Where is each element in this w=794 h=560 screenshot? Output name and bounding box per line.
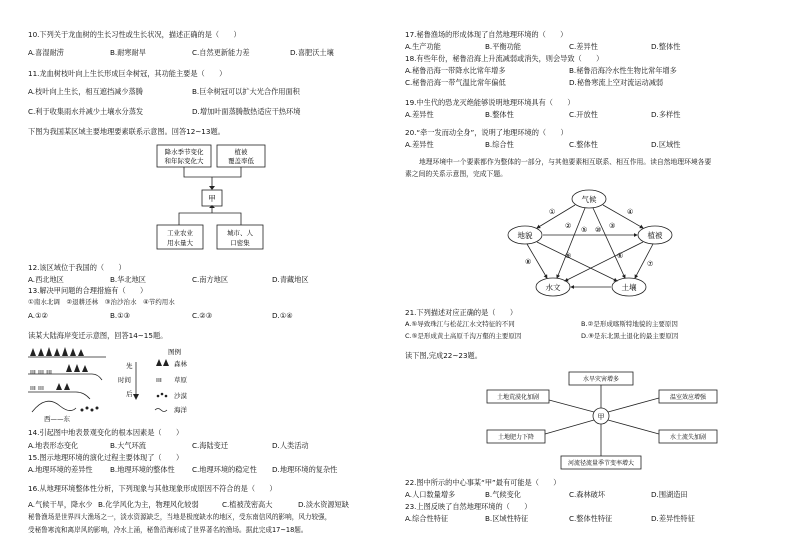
label-1: ① (549, 208, 556, 216)
direction-west-east: 西——东 (44, 415, 70, 422)
label-9: ⑨ (565, 252, 572, 260)
q21-stem: 21.下列描述对应正确的是（ ） (405, 308, 518, 317)
q10-option-c: C.自然更新能力差 (192, 48, 250, 57)
q16-option-b: B.化学风化为主，物理风化较弱 (98, 500, 199, 509)
q19-option-b: B.整体性 (485, 110, 514, 119)
label-4: ④ (627, 208, 634, 216)
label-8: ⑧ (525, 258, 532, 266)
arrow-label-later: 后 (126, 390, 133, 398)
q14-stem: 14.引起图中地表景观变化的根本因素是（ ） (28, 428, 184, 437)
q12-option-a: A.西北地区 (28, 275, 64, 284)
q20-option-b: B.综合性 (485, 140, 514, 149)
q11-option-c: C.利于收集雨水并减少土壤水分蒸发 (28, 107, 144, 116)
q14-option-c: C.海陆变迁 (192, 441, 229, 450)
node-soil: 土壤 (621, 283, 637, 292)
q17-option-a: A.生产功能 (405, 42, 441, 51)
q17-option-b: B.平衡功能 (485, 42, 521, 51)
q17-stem: 17.秘鲁渔场的形成体现了自然地理环境的（ ） (405, 30, 568, 39)
q12-stem: 12.该区域位于我国的（ ） (28, 263, 126, 272)
q16-option-d: D.淡水资源短缺 (298, 500, 349, 509)
q13-option-a: A.①② (28, 311, 48, 320)
q15-option-d: D.地理环境的复杂性 (272, 465, 338, 474)
q23-option-d: D.差异性特征 (651, 514, 695, 523)
intro-21-line2: 素之间的关系示意图，完成下题。 (405, 170, 507, 178)
q13-option-c: C.②③ (192, 311, 213, 320)
q12-option-c: C.南方地区 (192, 275, 229, 284)
q23-option-a: A.综合性特征 (405, 514, 449, 523)
q19-stem: 19.中生代的恐龙灭绝能够说明地理环境具有（ ） (405, 98, 575, 107)
q18-stem: 18.有些年份，秘鲁沿海上升流减弱或消失，则会导致（ ） (405, 54, 604, 63)
fig1-box3-line2: 用水量大 (167, 239, 193, 247)
grass-marks-row3: ııı ııı (30, 384, 44, 392)
fig1-box1-line2: 和年际变化大 (164, 157, 204, 165)
fig1-box3-line1: 工业农业 (167, 229, 193, 237)
q16-stem: 16.从地理环境整体性分析，下列现象与其他现象形成原因不符合的是（ ） (28, 484, 277, 493)
q14-option-b: B.大气环流 (110, 441, 146, 450)
figure-elements-relations (505, 186, 705, 298)
fig4-center-jia: 甲 (597, 413, 605, 421)
desert-dots (81, 407, 99, 412)
q22-option-c: C.森林破坏 (569, 490, 606, 499)
q21-option-c: C.⑤是形成黄土高原千沟万壑的主要原因 (405, 332, 522, 340)
fig1-box1-line1: 降水季节变化 (164, 148, 204, 156)
fig4-top: 水旱灾害增多 (582, 376, 620, 383)
q15-stem: 15.图示地理环境的演化过程主要体现了（ ） (28, 453, 184, 462)
q21-option-a: A.⑤导致珠江与松花江水文特征的不同 (405, 320, 515, 328)
q11-option-d: D.增加叶面蒸腾散热适应干热环境 (192, 107, 301, 116)
q23-option-b: B.区域性特征 (485, 514, 529, 523)
q18-option-b: B.秘鲁沿海冷水性生物比常年增多 (569, 66, 677, 75)
node-vegetation: 植被 (647, 231, 663, 240)
label-5: ⑤ (581, 226, 588, 234)
q12-option-d: D.青藏地区 (272, 275, 309, 284)
q12-option-b: B.华北地区 (110, 275, 146, 284)
q18-option-a: A.秘鲁沿海一带降水比常年增多 (405, 66, 506, 75)
fig1-box4-line2: 口密集 (230, 239, 250, 247)
fig1-box2-line1: 植被 (234, 148, 248, 156)
q21-option-b: B.②是形成喀斯特地貌的主要原因 (581, 320, 678, 328)
q22-option-a: A.人口数量增多 (405, 490, 456, 499)
svg-text:ııı: ııı (156, 376, 162, 384)
q20-option-c: C.整体性 (569, 140, 598, 149)
fig4-upper-left: 土地荒漠化加剧 (496, 394, 540, 401)
label-10: ⑩ (595, 226, 602, 234)
forest-row-top (30, 347, 84, 356)
fig1-center-jia: 甲 (208, 194, 216, 203)
q17-option-c: C.差异性 (569, 42, 598, 51)
intro-14-15: 读某大陆海岸变迁示意图，回答14~15题。 (28, 331, 168, 340)
forest-row-mid (66, 364, 88, 372)
intro-21-line1: 地理环境中一个要素都作为整体的一部分，与其他要素相互联系、相互作用。读自然地理环境各要 (419, 158, 712, 166)
q11-option-a: A.枝叶向上生长，相互遮挡减少蒸腾 (28, 87, 143, 96)
q18-option-d: D.秘鲁寒流上空对流运动减弱 (569, 78, 664, 87)
q13-stem: 13.解决甲问题的合理措施有（ ） (28, 286, 148, 295)
legend-ocean: 海洋 (174, 406, 187, 414)
q20-option-d: D.区域性 (651, 140, 681, 149)
q15-option-c: C.地理环境的稳定性 (192, 465, 257, 474)
fig4-lower-right: 水土流失加剧 (669, 434, 707, 441)
q10-option-a: A.喜湿耐涝 (28, 48, 64, 57)
passage-line2: 受秘鲁寒流和离岸风的影响，冷水上涌，秘鲁沿海形成了世界著名的渔场。据此完成17~18题。 (28, 526, 308, 534)
legend-grassland: 草原 (174, 376, 187, 384)
q23-stem: 23.上图反映了自然地理环境的（ ） (405, 502, 532, 511)
grass-marks-row2: ııı ııı ııı (30, 368, 52, 376)
arrow-label-first: 先 (126, 362, 133, 370)
q20-option-a: A.差异性 (405, 140, 434, 149)
q20-stem: 20.“牵一发而动全身”，说明了地理环境的（ ） (405, 128, 568, 137)
figure-region-elements (155, 143, 275, 255)
q16-option-c: C.植被茂密高大 (222, 500, 273, 509)
figure-central-event (483, 370, 723, 472)
fig4-upper-right: 温室效应增强 (669, 394, 707, 401)
q22-option-d: D.围湖造田 (651, 490, 688, 499)
q13-measures: ①南水北调 ②退耕还林 ③治沙治水 ④节约用水 (28, 298, 175, 306)
q10-option-b: B.耐寒耐旱 (110, 48, 146, 57)
figure-coast-change (26, 344, 196, 422)
label-7: ⑦ (647, 260, 654, 268)
arrow-label-time: 时间 (118, 376, 131, 384)
q11-stem: 11.龙血树枝叶向上生长形成巨伞树冠，其功能主要是（ ） (28, 69, 227, 78)
node-hydrology: 水文 (545, 283, 561, 292)
fig4-lower-left: 土地肥力下降 (497, 434, 535, 441)
q16-option-a: A.气候干旱，降水少 (28, 500, 93, 509)
q10-option-d: D.喜肥沃土壤 (290, 48, 334, 57)
passage-line1: 秘鲁渔场是世界四大渔场之一，淡水资源缺乏，当地是极度缺水的地区，受东南信风的影响，风力较强， (28, 513, 332, 521)
intro-22-23: 读下图,完成22~23题。 (405, 351, 482, 360)
fig1-box2-line2: 覆盖率低 (228, 157, 254, 165)
q21-option-d: D.⑨是东北黑土退化的最主要原因 (581, 332, 679, 340)
q13-option-d: D.①④ (272, 311, 293, 320)
q13-option-b: B.①③ (110, 311, 131, 320)
q15-option-b: B.地理环境的整体性 (110, 465, 175, 474)
q11-option-b: B.巨伞树冠可以扩大光合作用面积 (192, 87, 300, 96)
q22-stem: 22.图中所示的中心事某“甲”最有可能是（ ） (405, 478, 561, 487)
legend-forest: 森林 (174, 360, 187, 368)
q22-option-b: B.气候变化 (485, 490, 521, 499)
intro-12-13: 下图为我国某区域主要地理要素联系示意图。回答12~13题。 (28, 127, 225, 136)
q23-option-c: C.整体性特征 (569, 514, 613, 523)
q14-option-a: A.地表形态变化 (28, 441, 79, 450)
label-3: ③ (609, 222, 616, 230)
label-2: ② (565, 222, 572, 230)
fig4-bottom: 河流径流量季节变率增大 (567, 460, 635, 467)
legend-desert: 沙漠 (174, 392, 187, 400)
q19-option-c: C.开放性 (569, 110, 598, 119)
node-climate: 气候 (581, 195, 597, 204)
q17-option-d: D.整体性 (651, 42, 681, 51)
fig1-box4-line1: 城市、人 (227, 229, 253, 237)
q10-stem: 10.下列关于龙血树的生长习性或生长状况，描述正确的是（ ） (28, 30, 241, 39)
label-6: ⑥ (617, 252, 624, 260)
q18-option-c: C.秘鲁沿海一带气温比常年偏低 (405, 78, 506, 87)
q19-option-a: A.差异性 (405, 110, 434, 119)
q19-option-d: D.多样性 (651, 110, 681, 119)
q14-option-d: D.人类活动 (272, 441, 309, 450)
q15-option-a: A.地理环境的差异性 (28, 465, 93, 474)
legend-title: 图例 (168, 348, 181, 356)
node-landform: 地貌 (517, 231, 533, 240)
